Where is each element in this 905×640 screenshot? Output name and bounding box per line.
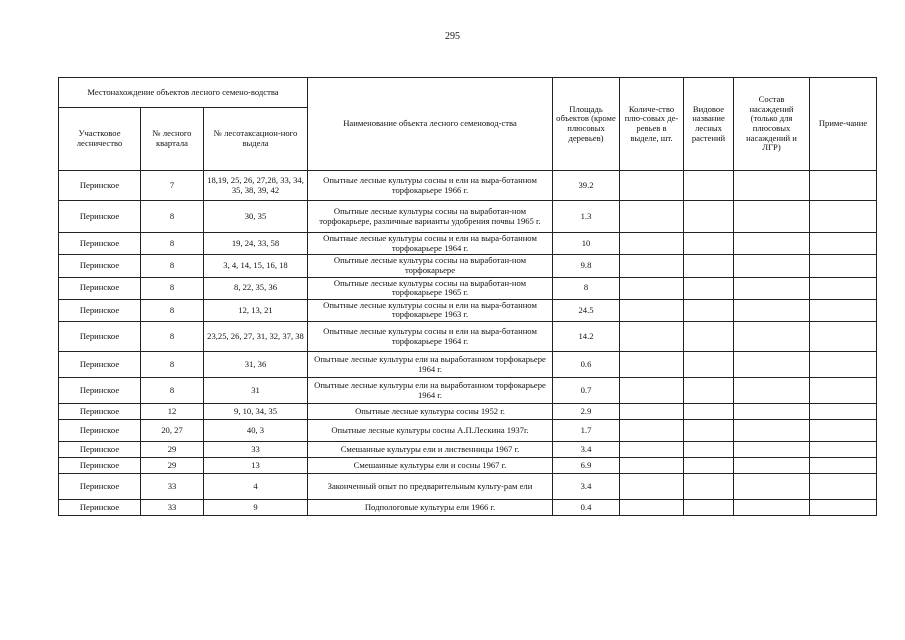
cell-species bbox=[684, 404, 734, 420]
cell-object-name: Законченный опыт по предварительным культу-рам ели bbox=[308, 474, 553, 500]
cell-object-name: Опытные лесные культуры сосны 1952 г. bbox=[308, 404, 553, 420]
table-row bbox=[59, 233, 877, 255]
cell-plus-trees bbox=[620, 255, 684, 277]
cell-species bbox=[684, 442, 734, 458]
cell-forestry: Перинское bbox=[59, 201, 141, 233]
cell-note bbox=[810, 352, 877, 378]
cell-area: 10 bbox=[553, 233, 620, 255]
cell-quarter: 8 bbox=[141, 201, 204, 233]
cell-species bbox=[684, 322, 734, 352]
cell-object-name: Опытные лесные культуры сосны А.П.Лескина 1937г. bbox=[308, 420, 553, 442]
cell-allotment: 4 bbox=[204, 474, 308, 500]
cell-plus-trees bbox=[620, 442, 684, 458]
cell-species bbox=[684, 299, 734, 321]
cell-plus-trees bbox=[620, 322, 684, 352]
cell-quarter: 7 bbox=[141, 171, 204, 201]
cell-composition bbox=[734, 420, 810, 442]
cell-object-name: Опытные лесные культуры сосны и ели на выра-ботанном торфокарьере 1964 г. bbox=[308, 322, 553, 352]
cell-forestry: Перинское bbox=[59, 404, 141, 420]
cell-forestry: Перинское bbox=[59, 171, 141, 201]
cell-forestry: Перинское bbox=[59, 352, 141, 378]
cell-forestry: Перинское bbox=[59, 255, 141, 277]
cell-note bbox=[810, 299, 877, 321]
table-row bbox=[59, 299, 877, 321]
cell-composition bbox=[734, 378, 810, 404]
page-number: 295 bbox=[445, 31, 460, 42]
cell-area: 3.4 bbox=[553, 474, 620, 500]
cell-area: 14.2 bbox=[553, 322, 620, 352]
cell-forestry: Перинское bbox=[59, 378, 141, 404]
table-row bbox=[59, 255, 877, 277]
header-plus-trees: Количе-ство плю-совых де-ревьев в выделе, шт. bbox=[620, 78, 684, 171]
header-composition: Состав насаждений (только для плюсовых насаждений и ЛГР) bbox=[734, 78, 810, 171]
cell-composition bbox=[734, 352, 810, 378]
seed-objects-table bbox=[58, 77, 877, 516]
cell-area: 39.2 bbox=[553, 171, 620, 201]
cell-composition bbox=[734, 233, 810, 255]
header-species: Видовое название лесных растений bbox=[684, 78, 734, 171]
header-note: Приме-чание bbox=[810, 78, 877, 171]
table-row bbox=[59, 201, 877, 233]
cell-quarter: 8 bbox=[141, 299, 204, 321]
cell-quarter: 8 bbox=[141, 322, 204, 352]
table-row bbox=[59, 500, 877, 516]
cell-species bbox=[684, 500, 734, 516]
cell-quarter: 8 bbox=[141, 233, 204, 255]
cell-species bbox=[684, 352, 734, 378]
cell-plus-trees bbox=[620, 420, 684, 442]
cell-species bbox=[684, 233, 734, 255]
cell-area: 6.9 bbox=[553, 458, 620, 474]
cell-quarter: 8 bbox=[141, 378, 204, 404]
cell-note bbox=[810, 458, 877, 474]
cell-allotment: 18,19, 25, 26, 27,28, 33, 34, 35, 38, 39, 42 bbox=[204, 171, 308, 201]
cell-composition bbox=[734, 442, 810, 458]
cell-note bbox=[810, 500, 877, 516]
cell-object-name: Опытные лесные культуры сосны на выработан-ном торфокарьере 1965 г. bbox=[308, 277, 553, 299]
cell-composition bbox=[734, 322, 810, 352]
cell-note bbox=[810, 233, 877, 255]
table-row bbox=[59, 442, 877, 458]
cell-quarter: 8 bbox=[141, 277, 204, 299]
table-row bbox=[59, 171, 877, 201]
cell-object-name: Смешанные культуры ели и сосны 1967 г. bbox=[308, 458, 553, 474]
cell-forestry: Перинское bbox=[59, 458, 141, 474]
header-area: Площадь объектов (кроме плюсовых деревьев) bbox=[553, 78, 620, 171]
cell-forestry: Перинское bbox=[59, 474, 141, 500]
table-row bbox=[59, 404, 877, 420]
cell-note bbox=[810, 277, 877, 299]
cell-quarter: 33 bbox=[141, 474, 204, 500]
cell-forestry: Перинское bbox=[59, 500, 141, 516]
cell-note bbox=[810, 420, 877, 442]
cell-quarter: 33 bbox=[141, 500, 204, 516]
cell-forestry: Перинское bbox=[59, 442, 141, 458]
cell-area: 1.3 bbox=[553, 201, 620, 233]
cell-area: 8 bbox=[553, 277, 620, 299]
cell-quarter: 12 bbox=[141, 404, 204, 420]
cell-allotment: 33 bbox=[204, 442, 308, 458]
cell-composition bbox=[734, 171, 810, 201]
cell-object-name: Опытные лесные культуры сосны и ели на выра-ботанном торфокарьере 1964 г. bbox=[308, 233, 553, 255]
cell-composition bbox=[734, 201, 810, 233]
cell-area: 1.7 bbox=[553, 420, 620, 442]
header-forestry: Участковое лесничество bbox=[59, 108, 141, 171]
cell-object-name: Опытные лесные культуры сосны на выработан-ном торфокарьере bbox=[308, 255, 553, 277]
cell-area: 2.9 bbox=[553, 404, 620, 420]
cell-quarter: 8 bbox=[141, 255, 204, 277]
cell-plus-trees bbox=[620, 299, 684, 321]
cell-species bbox=[684, 458, 734, 474]
cell-quarter: 20, 27 bbox=[141, 420, 204, 442]
cell-object-name: Опытные лесные культуры ели на выработанном торфокарьере 1964 г. bbox=[308, 378, 553, 404]
cell-allotment: 9 bbox=[204, 500, 308, 516]
cell-composition bbox=[734, 458, 810, 474]
cell-area: 3.4 bbox=[553, 442, 620, 458]
cell-species bbox=[684, 474, 734, 500]
header-allotment: № лесотаксацион-ного выдела bbox=[204, 108, 308, 171]
cell-allotment: 30, 35 bbox=[204, 201, 308, 233]
cell-plus-trees bbox=[620, 233, 684, 255]
table-row bbox=[59, 352, 877, 378]
cell-allotment: 23,25, 26, 27, 31, 32, 37, 38 bbox=[204, 322, 308, 352]
table-row bbox=[59, 474, 877, 500]
cell-composition bbox=[734, 277, 810, 299]
cell-note bbox=[810, 474, 877, 500]
table-row bbox=[59, 378, 877, 404]
cell-quarter: 29 bbox=[141, 442, 204, 458]
cell-allotment: 12, 13, 21 bbox=[204, 299, 308, 321]
cell-object-name: Смешанные культуры ели и лиственницы 1967 г. bbox=[308, 442, 553, 458]
cell-composition bbox=[734, 299, 810, 321]
table-row bbox=[59, 277, 877, 299]
cell-composition bbox=[734, 404, 810, 420]
table-row bbox=[59, 322, 877, 352]
cell-note bbox=[810, 378, 877, 404]
cell-species bbox=[684, 171, 734, 201]
cell-forestry: Перинское bbox=[59, 233, 141, 255]
cell-plus-trees bbox=[620, 277, 684, 299]
cell-allotment: 31 bbox=[204, 378, 308, 404]
cell-forestry: Перинское bbox=[59, 322, 141, 352]
cell-object-name: Подпологовые культуры ели 1966 г. bbox=[308, 500, 553, 516]
cell-note bbox=[810, 255, 877, 277]
cell-note bbox=[810, 442, 877, 458]
cell-note bbox=[810, 171, 877, 201]
cell-composition bbox=[734, 255, 810, 277]
cell-allotment: 13 bbox=[204, 458, 308, 474]
cell-plus-trees bbox=[620, 500, 684, 516]
cell-plus-trees bbox=[620, 474, 684, 500]
header-location-group: Местонахождение объектов лесного семено-водства bbox=[59, 78, 308, 108]
cell-allotment: 40, 3 bbox=[204, 420, 308, 442]
cell-plus-trees bbox=[620, 458, 684, 474]
cell-plus-trees bbox=[620, 171, 684, 201]
cell-note bbox=[810, 201, 877, 233]
cell-quarter: 29 bbox=[141, 458, 204, 474]
cell-note bbox=[810, 322, 877, 352]
cell-forestry: Перинское bbox=[59, 299, 141, 321]
cell-object-name: Опытные лесные культуры сосны и ели на выра-ботанном торфокарьере 1963 г. bbox=[308, 299, 553, 321]
cell-composition bbox=[734, 474, 810, 500]
cell-area: 9.8 bbox=[553, 255, 620, 277]
cell-forestry: Перинское bbox=[59, 420, 141, 442]
cell-area: 0.6 bbox=[553, 352, 620, 378]
cell-allotment: 8, 22, 35, 36 bbox=[204, 277, 308, 299]
cell-note bbox=[810, 404, 877, 420]
cell-area: 24.5 bbox=[553, 299, 620, 321]
cell-quarter: 8 bbox=[141, 352, 204, 378]
cell-plus-trees bbox=[620, 352, 684, 378]
cell-species bbox=[684, 378, 734, 404]
cell-object-name: Опытные лесные культуры ели на выработанном торфокарьере 1964 г. bbox=[308, 352, 553, 378]
cell-species bbox=[684, 277, 734, 299]
table-row bbox=[59, 420, 877, 442]
cell-species bbox=[684, 201, 734, 233]
cell-area: 0.7 bbox=[553, 378, 620, 404]
cell-allotment: 19, 24, 33, 58 bbox=[204, 233, 308, 255]
cell-composition bbox=[734, 500, 810, 516]
cell-species bbox=[684, 420, 734, 442]
header-quarter: № лесного квартала bbox=[141, 108, 204, 171]
cell-plus-trees bbox=[620, 404, 684, 420]
cell-plus-trees bbox=[620, 378, 684, 404]
cell-area: 0.4 bbox=[553, 500, 620, 516]
cell-allotment: 9, 10, 34, 35 bbox=[204, 404, 308, 420]
cell-allotment: 31, 36 bbox=[204, 352, 308, 378]
cell-object-name: Опытные лесные культуры сосны на выработан-ном торфокарьере, различные варианты удобрения почвы 1965 г. bbox=[308, 201, 553, 233]
cell-forestry: Перинское bbox=[59, 277, 141, 299]
cell-species bbox=[684, 255, 734, 277]
cell-plus-trees bbox=[620, 201, 684, 233]
cell-allotment: 3, 4, 14, 15, 16, 18 bbox=[204, 255, 308, 277]
header-object-name: Наименование объекта лесного семеновод-ства bbox=[308, 78, 553, 171]
table-row bbox=[59, 458, 877, 474]
cell-object-name: Опытные лесные культуры сосны и ели на выра-ботанном торфокарьере 1966 г. bbox=[308, 171, 553, 201]
